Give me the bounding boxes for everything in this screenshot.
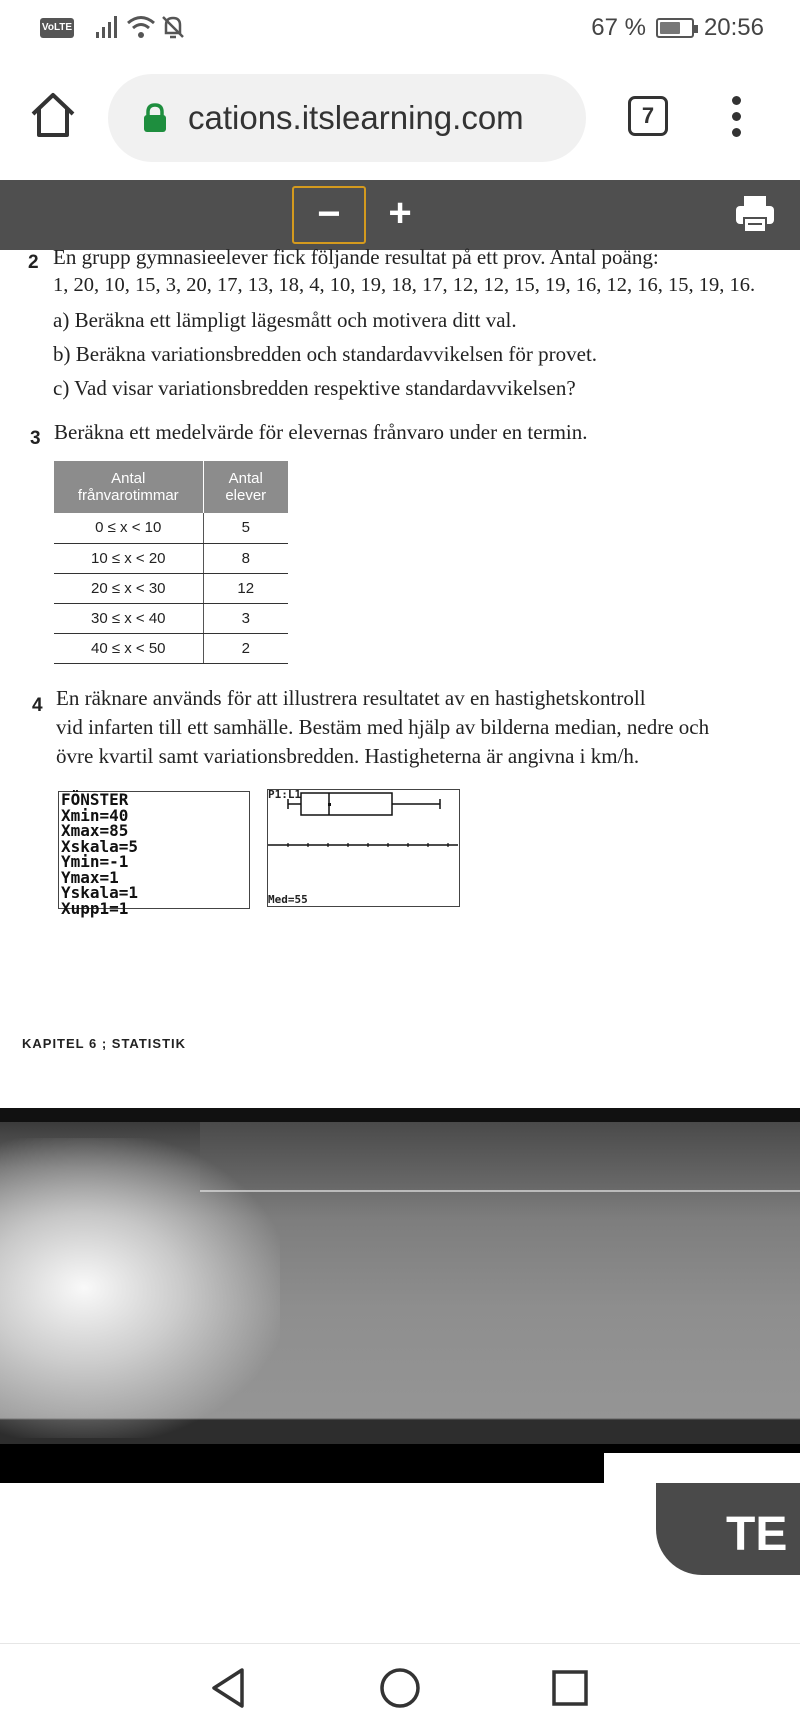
median-readout: Med=55 [268,893,308,906]
problem-2-text: En grupp gymnasieelever fick följande resultat på ett prov. Antal poäng: [53,245,659,269]
clock: 20:56 [703,14,764,41]
lock-icon [142,103,168,133]
volte-icon: VoLTE [40,18,74,38]
absence-table [54,461,288,664]
print-icon[interactable] [734,194,776,234]
home-icon[interactable] [28,90,78,140]
browser-toolbar [0,58,800,180]
problem-4-number: 4 [32,695,43,716]
problem-2b: b) Beräkna variationsbredden och standardavvikelsen för provet. [53,342,598,366]
zoom-in-button[interactable]: + [388,191,412,235]
window-settings-text: FÖNSTER Xmin=40 Xmax=85 Xskala=5 Ymin=-1 Ymax=1 Yskala=1 Xupp1=1 [61,790,139,918]
problem-2-number: 2 [28,252,39,273]
tab-switcher-button[interactable]: 7 [628,96,668,136]
pdf-viewer-toolbar [0,180,800,250]
problem-4-line2: vid infarten till ett samhälle. Bestäm med hjälp av bilderna median, nedre och [56,715,710,739]
battery-icon [656,18,694,38]
android-nav-bar [0,1643,800,1733]
battery-percent: 67 % [591,14,646,41]
overflow-menu-icon[interactable] [724,96,748,140]
zoom-out-button[interactable]: − [292,186,366,244]
table-header-students: Antal elever [203,461,288,513]
box-plot [268,790,458,906]
problem-3-text: Beräkna ett medelvärde för elevernas frånvaro under en termin. [54,420,588,444]
recents-icon[interactable] [546,1664,594,1712]
table-header-hours: Antal frånvarotimmar [54,461,203,513]
chapter-footer: KAPITEL 6 ; STATISTIK [22,1036,187,1051]
status-bar [0,0,800,58]
back-icon[interactable] [204,1664,252,1712]
calculator-boxplot-screen [267,789,460,907]
table-row: 0 ≤ x < 10 5 [54,513,288,543]
problem-2a: a) Beräkna ett lämpligt lägesmått och motivera ditt val. [53,308,517,332]
table-row: 40 ≤ x < 50 2 [54,633,288,663]
table-row: 20 ≤ x < 30 12 [54,573,288,603]
problem-4-line1: En räknare används för att illustrera resultatet av en hastighetskontroll [56,686,646,710]
home-nav-icon[interactable] [376,1664,424,1712]
signal-icon [94,14,122,40]
problem-2-data: 1, 20, 10, 15, 3, 20, 17, 13, 18, 4, 10, 19, 18, 17, 12, 12, 15, 19, 16, 12, 16, 15, 19, 16. [53,274,756,296]
address-bar[interactable] [108,74,586,162]
wifi-icon [126,14,156,40]
plot-label: P1:L1 [268,788,302,801]
next-page-badge: TE [656,1483,800,1575]
calculator-window-screen [58,790,250,918]
next-page-edge [0,1483,800,1643]
problem-4-line3: övre kvartil samt variationsbredden. Hastigheterna är angivna i km/h. [56,744,640,768]
table-row: 10 ≤ x < 20 8 [54,543,288,573]
url-text: cations.itslearning.com [188,99,524,136]
scan-background-photo [0,1108,800,1483]
problem-3-number: 3 [30,428,41,449]
problem-2c: c) Vad visar variationsbredden respektive standardavvikelsen? [53,376,576,400]
table-row: 30 ≤ x < 40 3 [54,603,288,633]
mute-bell-icon [160,14,186,40]
